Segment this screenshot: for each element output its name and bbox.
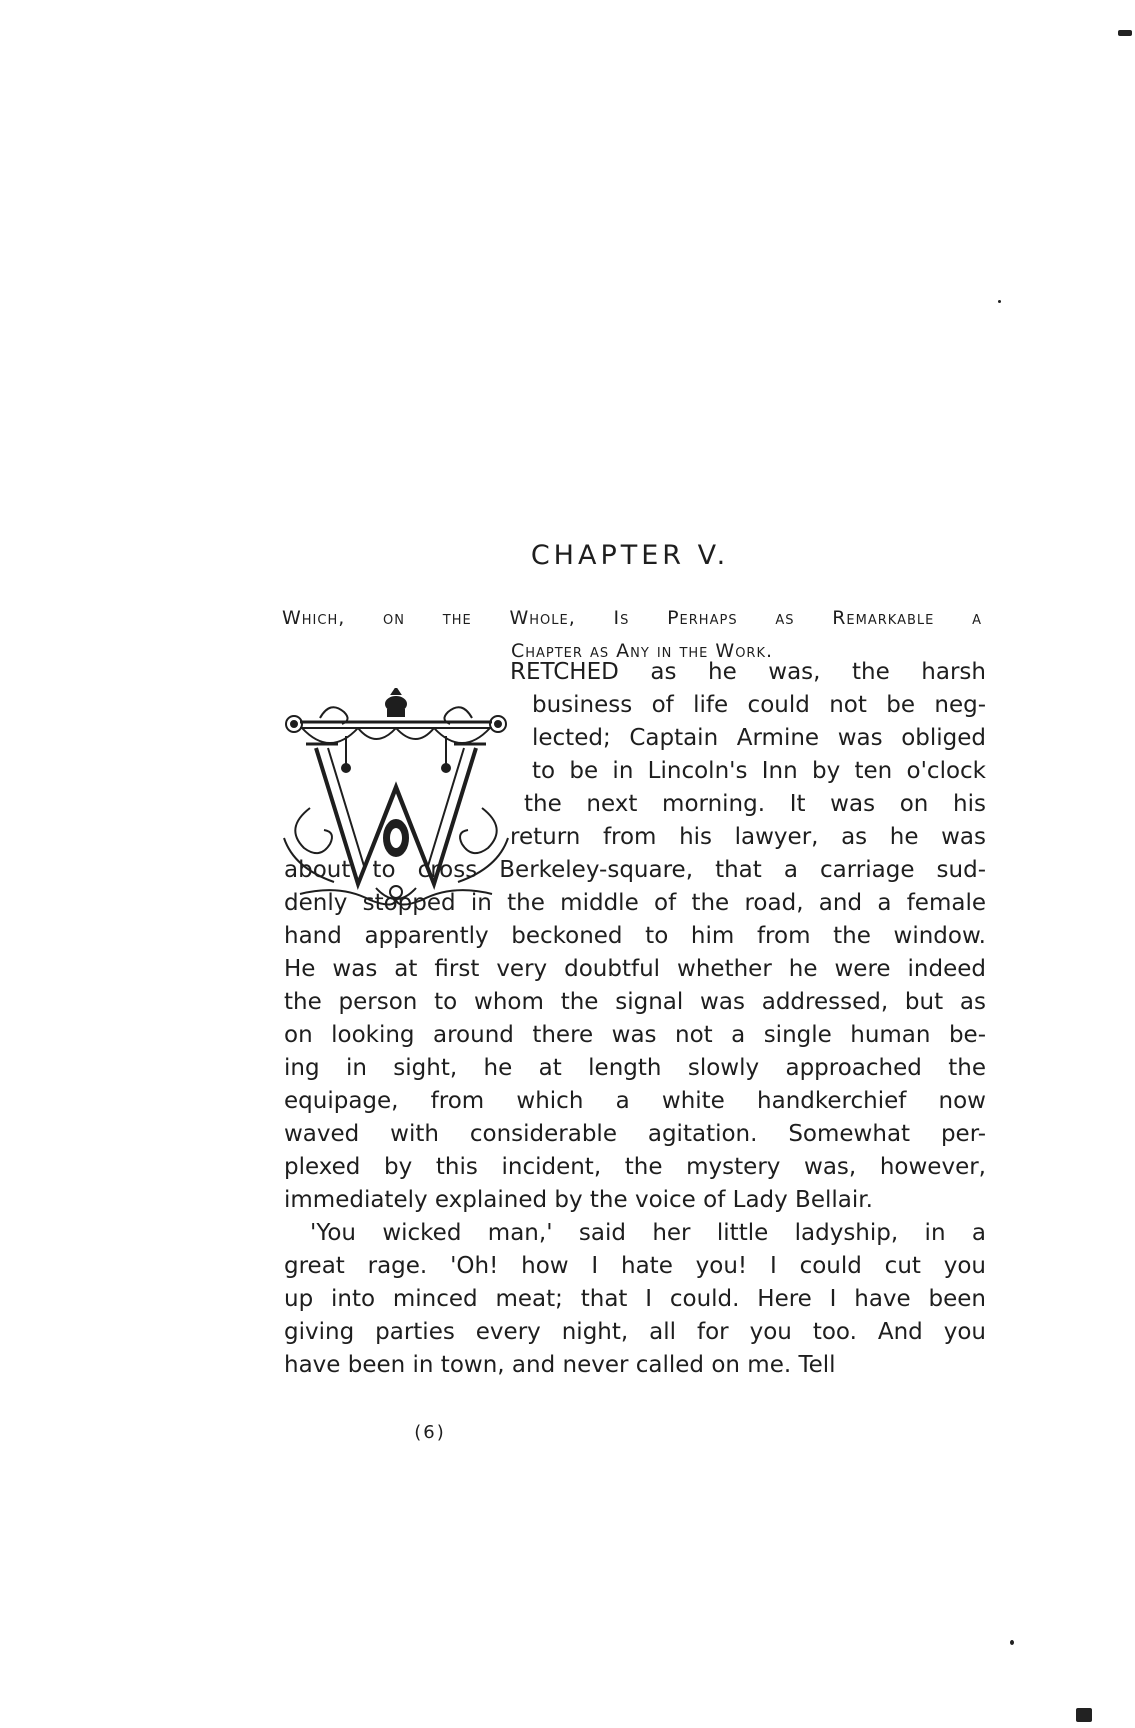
page-number: (6) [414, 1422, 446, 1443]
text-line: the next morning. It was on his [524, 791, 986, 817]
text-line: equipage, from which a white handkerchief now [284, 1088, 986, 1114]
text-line: plexed by this incident, the mystery was, however, [284, 1154, 986, 1180]
text-line: giving parties every night, all for you too. And you [284, 1319, 986, 1345]
text-line: business of life could not be neg- [532, 692, 986, 718]
text-line: denly stopped in the middle of the road, and a female [284, 890, 986, 916]
text-line: the person to whom the signal was addressed, but as [284, 989, 986, 1015]
text-line: great rage. 'Oh! how I hate you! I could cut you [284, 1253, 986, 1279]
text-line: about to cross Berkeley-square, that a carriage sud- [284, 857, 986, 883]
text-line: waved with considerable agitation. Somewhat per- [284, 1121, 986, 1147]
text-line: ing in sight, he at length slowly approached the [284, 1055, 986, 1081]
scan-mark [1010, 1640, 1014, 1645]
scan-mark [1076, 1708, 1092, 1722]
text-line: on looking around there was not a single human be- [284, 1022, 986, 1048]
text-line: to be in Lincoln's Inn by ten o'clock [532, 758, 986, 784]
chapter-title: CHAPTER V. [530, 540, 730, 571]
text-line: RETCHED as he was, the harsh [510, 659, 986, 685]
subtitle-line-2: Chapter as Any in the Work. [510, 640, 774, 662]
scan-mark [1118, 30, 1132, 36]
text-line: have been in town, and never called on me. Tell [284, 1352, 836, 1378]
text-line: hand apparently beckoned to him from the window. [284, 923, 986, 949]
subtitle-line-1: Which, on the Whole, Is Perhaps as Remarkable a [282, 607, 982, 629]
text-line: 'You wicked man,' said her little ladyship, in a [310, 1220, 986, 1246]
text-line: up into minced meat; that I could. Here I have been [284, 1286, 986, 1312]
scan-mark [998, 300, 1001, 303]
text-line: immediately explained by the voice of Lady Bellair. [284, 1187, 873, 1213]
text-line: return from his lawyer, as he was [510, 824, 986, 850]
text-line: He was at first very doubtful whether he were indeed [284, 956, 986, 982]
text-line: lected; Captain Armine was obliged [532, 725, 986, 751]
